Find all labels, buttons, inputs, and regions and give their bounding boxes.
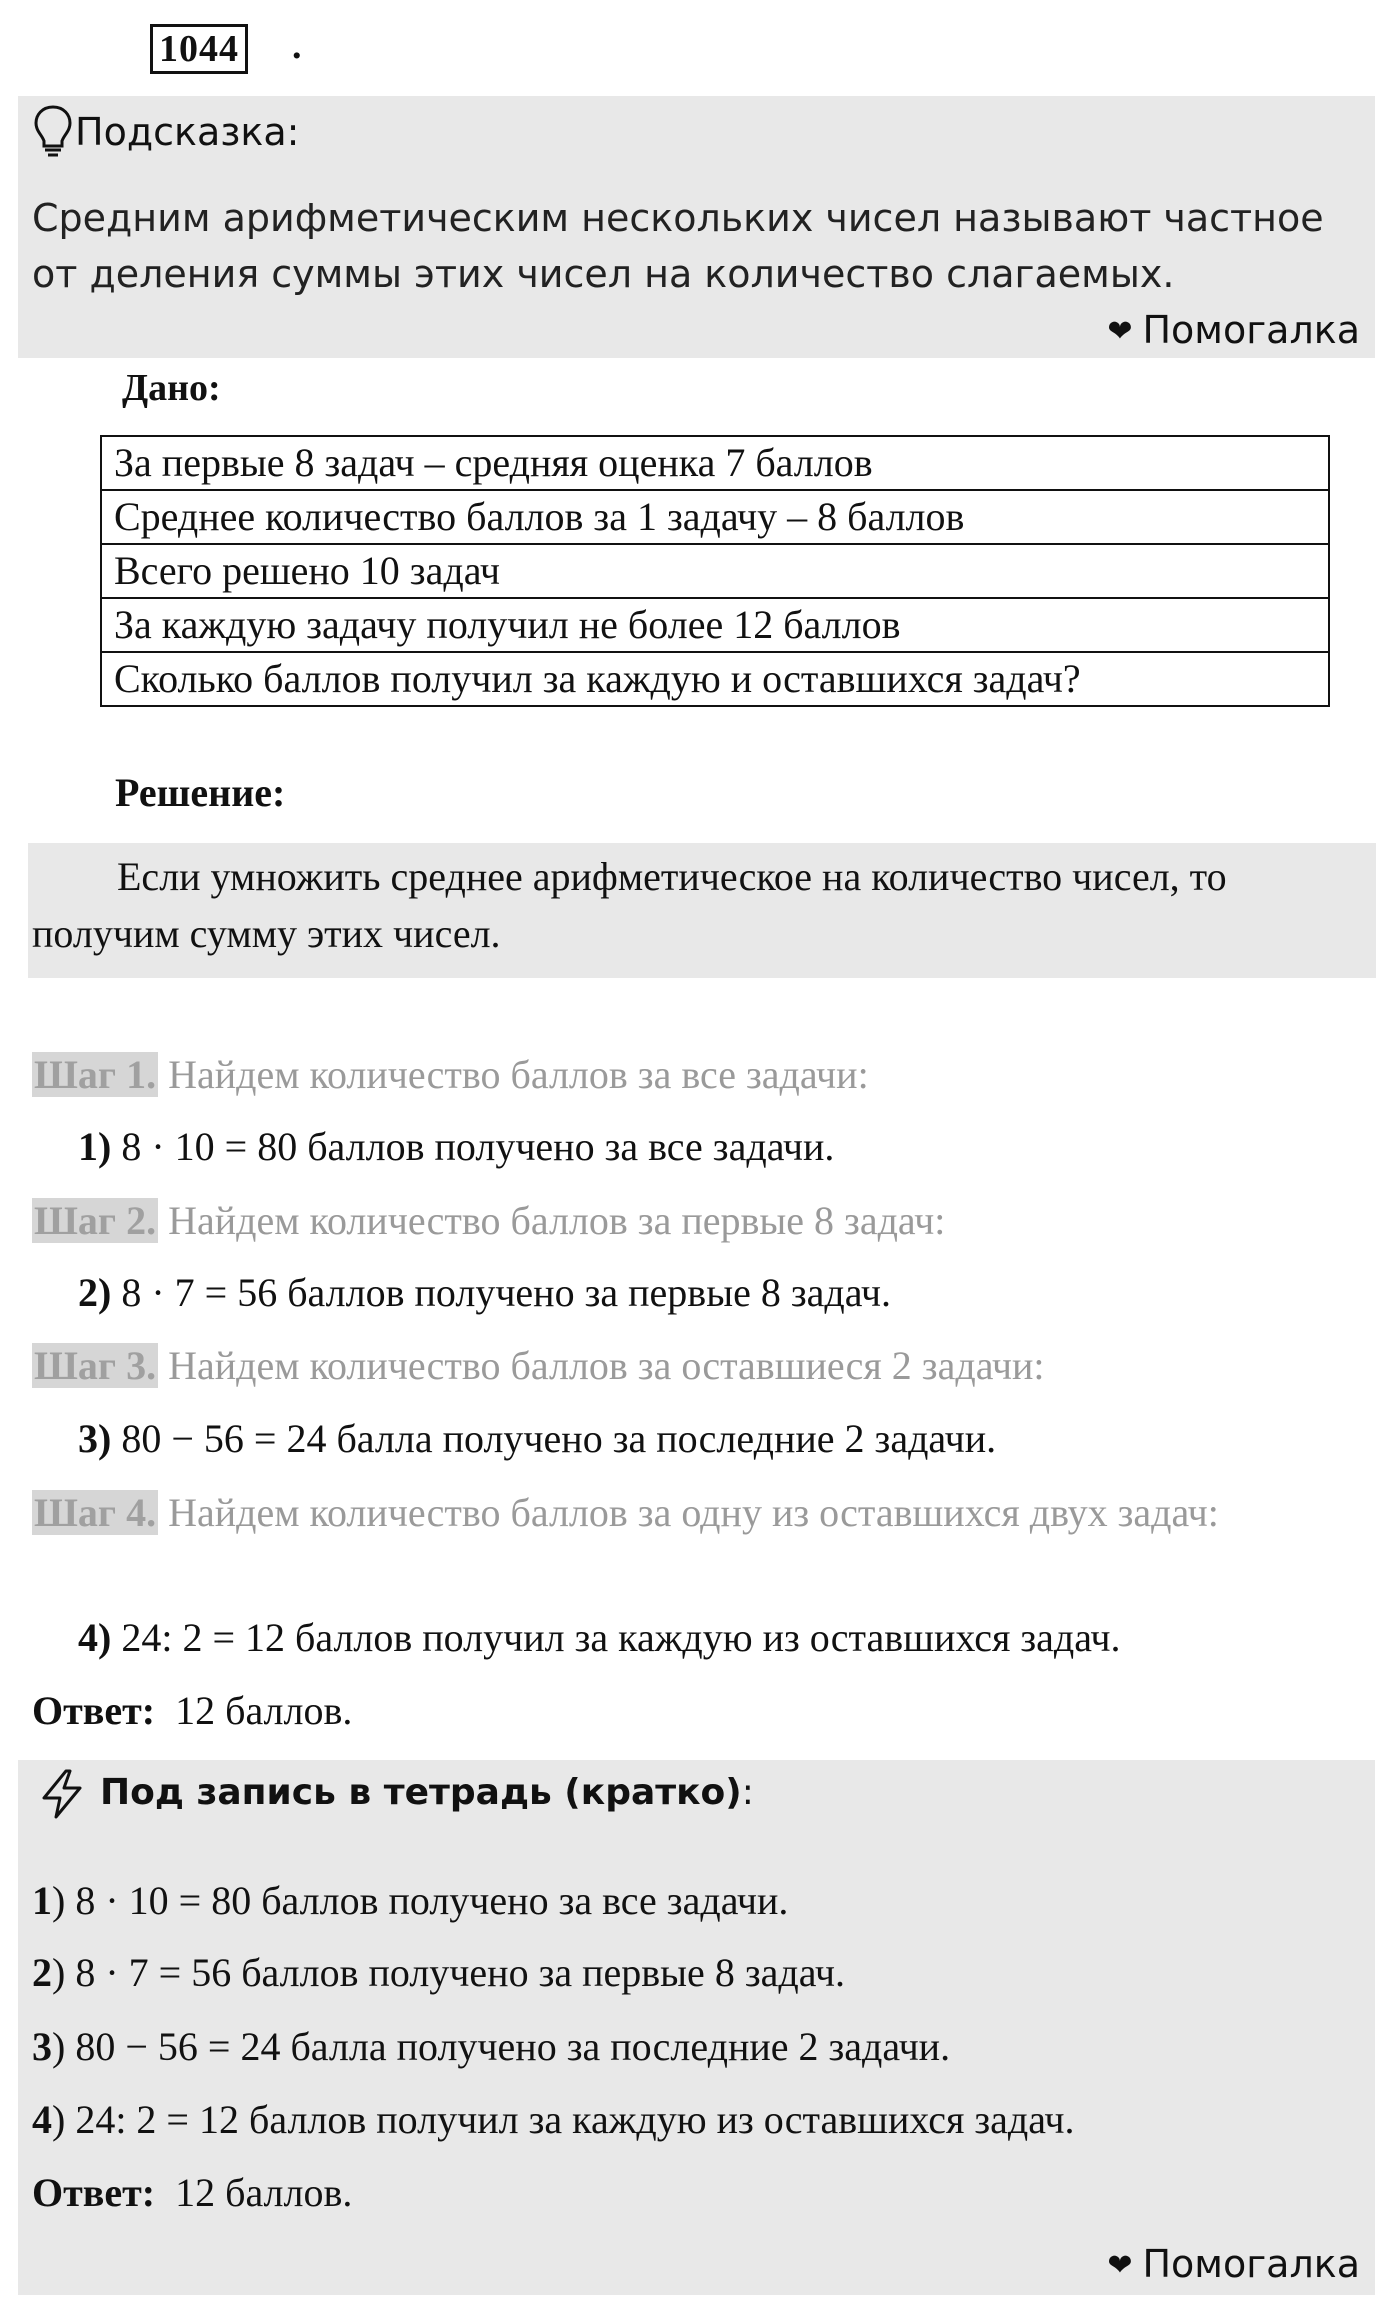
calc-text: 24: 2 = 12 баллов получил за каждую из оставшихся задач. bbox=[121, 1615, 1121, 1660]
notebook-line-number: 2 bbox=[32, 1950, 52, 1995]
notebook-line-number: 3 bbox=[32, 2024, 52, 2069]
notebook-line-text: ) 80 − 56 = 24 балла получено за последние 2 задачи. bbox=[52, 2024, 951, 2069]
notebook-title bbox=[100, 1768, 754, 1818]
table-cell: За каждую задачу получил не более 12 баллов bbox=[101, 598, 1329, 652]
hint-title: Подсказка: bbox=[75, 110, 300, 154]
rule-text: Если умножить среднее арифметическое на количество чисел, то получим сумму этих чисел. bbox=[32, 854, 1227, 956]
step-number: 4) bbox=[78, 1615, 112, 1660]
notebook-line-text: ) 8 · 10 = 80 баллов получено за все задачи. bbox=[52, 1878, 789, 1923]
step-calc bbox=[78, 1122, 834, 1172]
answer-label: Ответ: bbox=[32, 2170, 156, 2215]
hint-text: Средним арифметическим нескольких чисел называют частное от деления суммы этих чисел на количество слагаемых. bbox=[32, 196, 1324, 296]
lightbulb-icon bbox=[32, 104, 74, 158]
table-cell: Сколько баллов получил за каждую и оставшихся задач? bbox=[101, 652, 1329, 706]
notebook-answer bbox=[32, 2168, 352, 2218]
step-tag: Шаг 4. bbox=[34, 1490, 157, 1535]
calc-text: 8 · 7 = 56 баллов получено за первые 8 задач. bbox=[121, 1270, 891, 1315]
table-row bbox=[101, 598, 1329, 652]
credit-link[interactable] bbox=[1107, 306, 1360, 356]
step-text: Найдем количество баллов за одну из оставшихся двух задач: bbox=[158, 1490, 1219, 1535]
step-calc bbox=[78, 1414, 996, 1464]
heart-icon: ❤ bbox=[1107, 2248, 1133, 2283]
calc-text: 80 − 56 = 24 балла получено за последние 2 задачи. bbox=[121, 1416, 997, 1461]
table-cell: За первые 8 задач – средняя оценка 7 баллов bbox=[101, 436, 1329, 490]
notebook-line-text: ) 8 · 7 = 56 баллов получено за первые 8 задач. bbox=[52, 1950, 845, 1995]
credit-label: Помогалка bbox=[1142, 2242, 1360, 2286]
table-row bbox=[101, 544, 1329, 598]
step-tag: Шаг 1. bbox=[34, 1052, 157, 1097]
notebook-line bbox=[32, 1948, 845, 1998]
step-tag: Шаг 2. bbox=[34, 1198, 157, 1243]
given-table bbox=[100, 435, 1330, 707]
notebook-line-text: ) 24: 2 = 12 баллов получил за каждую из оставшихся задач. bbox=[52, 2097, 1075, 2142]
problem-number-dot: . bbox=[292, 25, 302, 67]
table-row bbox=[101, 490, 1329, 544]
solution-label: Решение: bbox=[115, 770, 286, 815]
calc-text: 8 · 10 = 80 баллов получено за все задачи. bbox=[121, 1124, 835, 1169]
table-cell: Среднее количество баллов за 1 задачу – 8 баллов bbox=[101, 490, 1329, 544]
step-number: 3) bbox=[78, 1416, 112, 1461]
given-label: Дано: bbox=[122, 367, 221, 409]
lightning-icon bbox=[36, 1768, 88, 1820]
step-heading bbox=[32, 1487, 1362, 1539]
table-cell: Всего решено 10 задач bbox=[101, 544, 1329, 598]
answer-value: 12 баллов. bbox=[175, 2170, 353, 2215]
step-text: Найдем количество баллов за первые 8 задач: bbox=[158, 1198, 946, 1243]
notebook-line bbox=[32, 2095, 1075, 2145]
step-calc bbox=[78, 1268, 891, 1318]
notebook-line bbox=[32, 2022, 950, 2072]
notebook-title-text: Под запись в тетрадь (кратко) bbox=[100, 1772, 742, 1813]
credit-link[interactable] bbox=[1107, 2240, 1360, 2290]
heart-icon: ❤ bbox=[1107, 314, 1133, 349]
table-row bbox=[101, 652, 1329, 706]
notebook-title-colon: : bbox=[741, 1772, 754, 1813]
table-row bbox=[101, 436, 1329, 490]
step-tag: Шаг 3. bbox=[34, 1343, 157, 1388]
answer-line bbox=[32, 1686, 352, 1736]
answer-value: 12 баллов. bbox=[175, 1688, 353, 1733]
step-number: 2) bbox=[78, 1270, 112, 1315]
step-number: 1) bbox=[78, 1124, 112, 1169]
step-heading bbox=[32, 1050, 1362, 1100]
problem-number: 1044 bbox=[150, 24, 248, 74]
answer-label: Ответ: bbox=[32, 1688, 156, 1733]
step-calc bbox=[78, 1613, 1121, 1663]
notebook-line bbox=[32, 1876, 788, 1926]
credit-label: Помогалка bbox=[1142, 308, 1360, 352]
step-heading bbox=[32, 1341, 1362, 1391]
step-text: Найдем количество баллов за все задачи: bbox=[158, 1052, 869, 1097]
notebook-line-number: 1 bbox=[32, 1878, 52, 1923]
step-heading bbox=[32, 1196, 1362, 1246]
notebook-line-number: 4 bbox=[32, 2097, 52, 2142]
step-text: Найдем количество баллов за оставшиеся 2 задачи: bbox=[158, 1343, 1045, 1388]
